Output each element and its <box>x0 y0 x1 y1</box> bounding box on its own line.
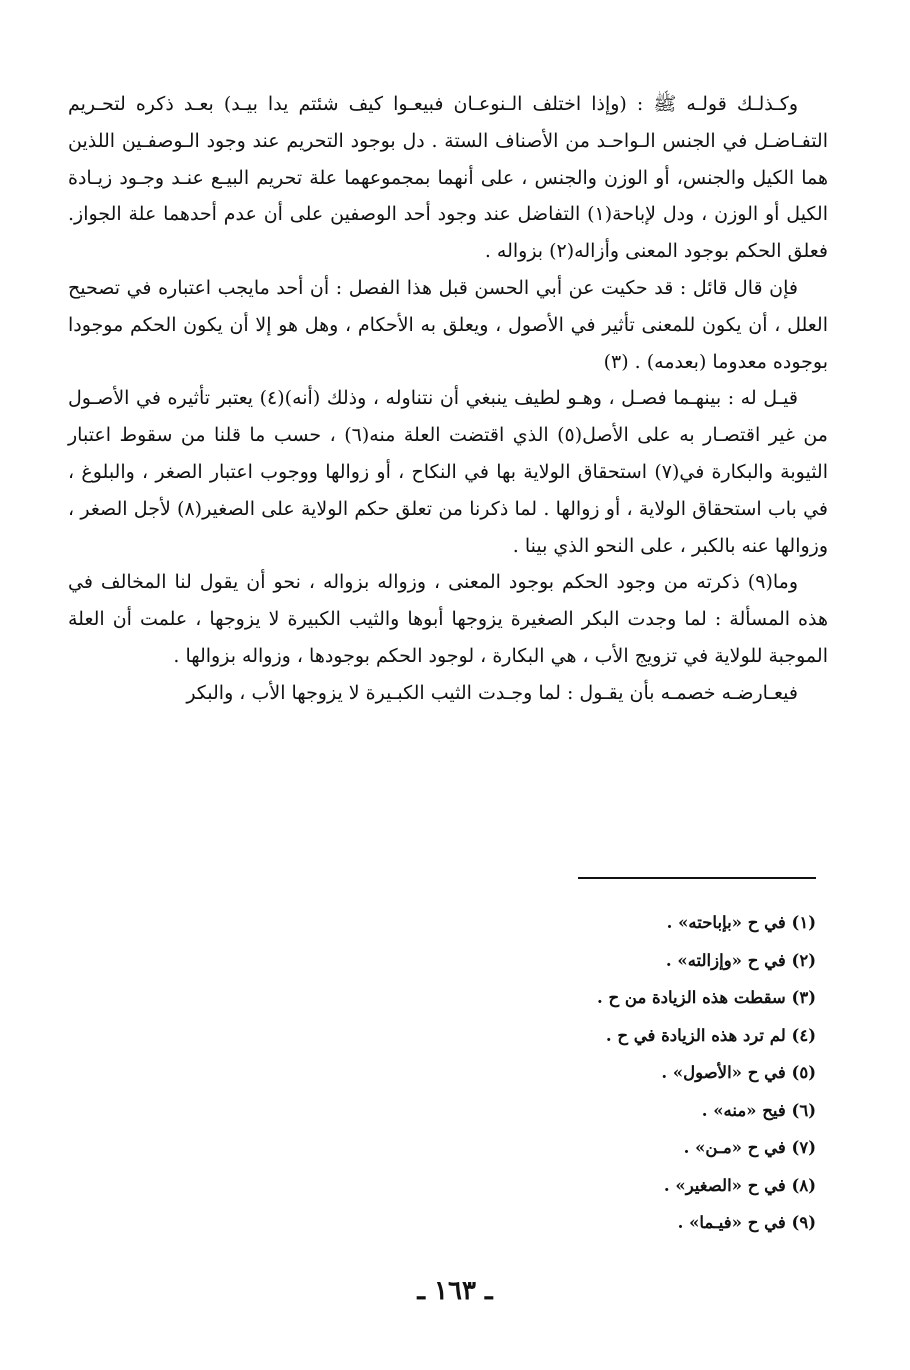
footnote-6: (٦) فيح «منه» . <box>701 1100 816 1120</box>
paragraph-1: وكـذلـك قولـه ﷺ : (وإذا اختلف الـنوعـان فبيعـوا كيف شئتم يدا بيـد) بعـد ذكره لتحـريم التفـاضـل في الجنس الـواحـد من الأصناف الستة . دل بوجود التحريم عند وجود الـوصفـين اللذين هما الكيل والجنس، أو الوزن والجنس ، على أنهما بمجموعهما علة تحريم البيـع عنـد وجـود زيـادة الكيل أو الوزن ، ودل لإباحة(١) التفاضل عند وجود أحد الوصفين على أن عدم أحدهما علة الجواز. فعلق الحكم بوجود المعنى وأزاله(٢) بزواله . <box>68 93 828 263</box>
footnote-7: (٧) في ح «مـن» . <box>683 1138 816 1157</box>
footnotes <box>416 904 816 1242</box>
footnote-9: (٩) في ح «فيـما» . <box>677 1213 816 1232</box>
footnote-separator <box>578 877 816 879</box>
footnote-8: (٨) في ح «الصغير» . <box>663 1175 816 1195</box>
paragraph-4: وما(٩) ذكرته من وجود الحكم بوجود المعنى ، وزواله بزواله ، نحو أن يقول لنا المخالف في هذه المسألة : لما وجدت البكر الصغيرة يزوجها أبوها والثيب الكبيرة لا يزوجها ، علمت أن العلة الموجبة للولاية في تزويج الأب ، هي البكارة ، لوجود الحكم بوجودها ، وزواله بزوالها . <box>68 571 828 667</box>
paragraph-3: قيـل له : بينهـما فصـل ، وهـو لطيف ينبغي أن نتناوله ، وذلك (أنه)(٤) يعتبر تأثيره في الأصـول من غير اقتصـار به على الأصل(٥) الذي اقتضت العلة منه(٦) ، حسب ما قلنا من سقوط اعتبار الثيوبة والبكارة في(٧) استحقاق الولاية بها في النكاح ، أو زوالها ووجوب اعتبار الصغر ، والبلوغ ، في باب استحقاق الولاية ، أو زوالها . لما ذكرنا من تعلق حكم الولاية على الصغير(٨) لأجل الصغر ، وزوالها عنه بالكبر ، على النحو الذي بينا . <box>68 387 829 557</box>
footnote-4: (٤) لم ترد هذه الزيادة في ح . <box>605 1025 816 1045</box>
paragraph-2: فإن قال قائل : قد حكيت عن أبي الحسن قبل هذا الفصل : أن أحد مايجب اعتباره في تصحيح العلل ، أن يكون للمعنى تأثير في الأصول ، ويعلق به الأحكام ، وهل هو إلا أن يكون الحكم موجودا بوجوده معدوما (بعدمه) . (٣) <box>68 276 828 373</box>
footnote-5: (٥) في ح «الأصول» . <box>661 1063 816 1082</box>
footnote-3: (٣) سقطت هذه الزيادة من ح . <box>597 988 816 1007</box>
footnote-1: (١) في ح «بإباحته» . <box>666 913 816 932</box>
main-text <box>68 86 828 712</box>
footnote-2: (٢) في ح «وإزالته» . <box>665 950 816 970</box>
paragraph-5: فيعـارضـه خصمـه بأن يقـول : لما وجـدت الثيب الكبـيرة لا يزوجها الأب ، والبكر <box>186 681 798 704</box>
page-number: ـ ١٦٣ ـ <box>417 1276 493 1306</box>
